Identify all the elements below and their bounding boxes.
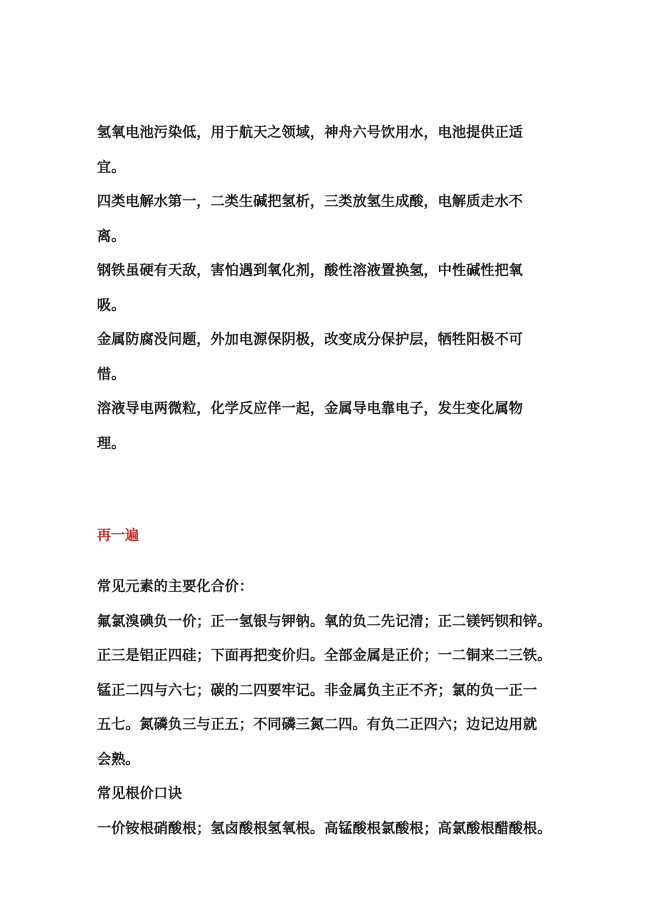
text-line: 宜。 (97, 159, 126, 176)
text-line: 溶液导电两微粒，化学反应伴一起，金属导电靠电子，发生变化属物 (97, 401, 523, 417)
text-line: 会熟。 (97, 751, 140, 768)
text-line: 理。 (97, 435, 126, 452)
text-line: 吸。 (97, 297, 126, 314)
mnemonic-section-valence (97, 570, 567, 846)
text-line: 离。 (97, 228, 126, 245)
text-line: 一价铵根硝酸根；氢卤酸根氢氧根。高锰酸根氯酸根；高氯酸根醋酸根。 (97, 820, 552, 837)
text-line: 常见元素的主要化合价： (97, 579, 254, 595)
text-line: 金属防腐没问题，外加电源保阴极，改变成分保护层，牺牲阳极不可 (97, 332, 523, 348)
text-line: 四类电解水第一，二类生碱把氢析，三类放氢生成酸，电解质走水不 (97, 194, 523, 210)
text-line: 钢铁虽硬有天敌，害怕遇到氧化剂，酸性溶液置换氢，中性碱性把氧 (97, 263, 523, 279)
text-line: 正三是铝正四硅；下面再把变价归。全部金属是正价；一二铜来二三铁。 (97, 648, 552, 664)
mnemonic-section-electrochemistry (97, 116, 567, 461)
section-heading: 再一遍 (97, 528, 139, 544)
text-line: 锰正二四与六七；碳的二四要牢记。非金属负主正不齐；氯的负一正一 (97, 682, 538, 699)
text-line: 惜。 (97, 366, 126, 383)
text-line: 氟氯溴碘负一价；正一氢银与钾钠。氧的负二先记清；正二镁钙钡和锌。 (97, 613, 552, 630)
text-line: 五七。氮磷负三与正五；不同磷三氮二四。有负二正四六；边记边用就 (97, 717, 538, 733)
text-line: 氢氧电池污染低，用于航天之领域，神舟六号饮用水，电池提供正适 (97, 125, 523, 141)
text-line: 常见根价口诀 (97, 786, 183, 802)
